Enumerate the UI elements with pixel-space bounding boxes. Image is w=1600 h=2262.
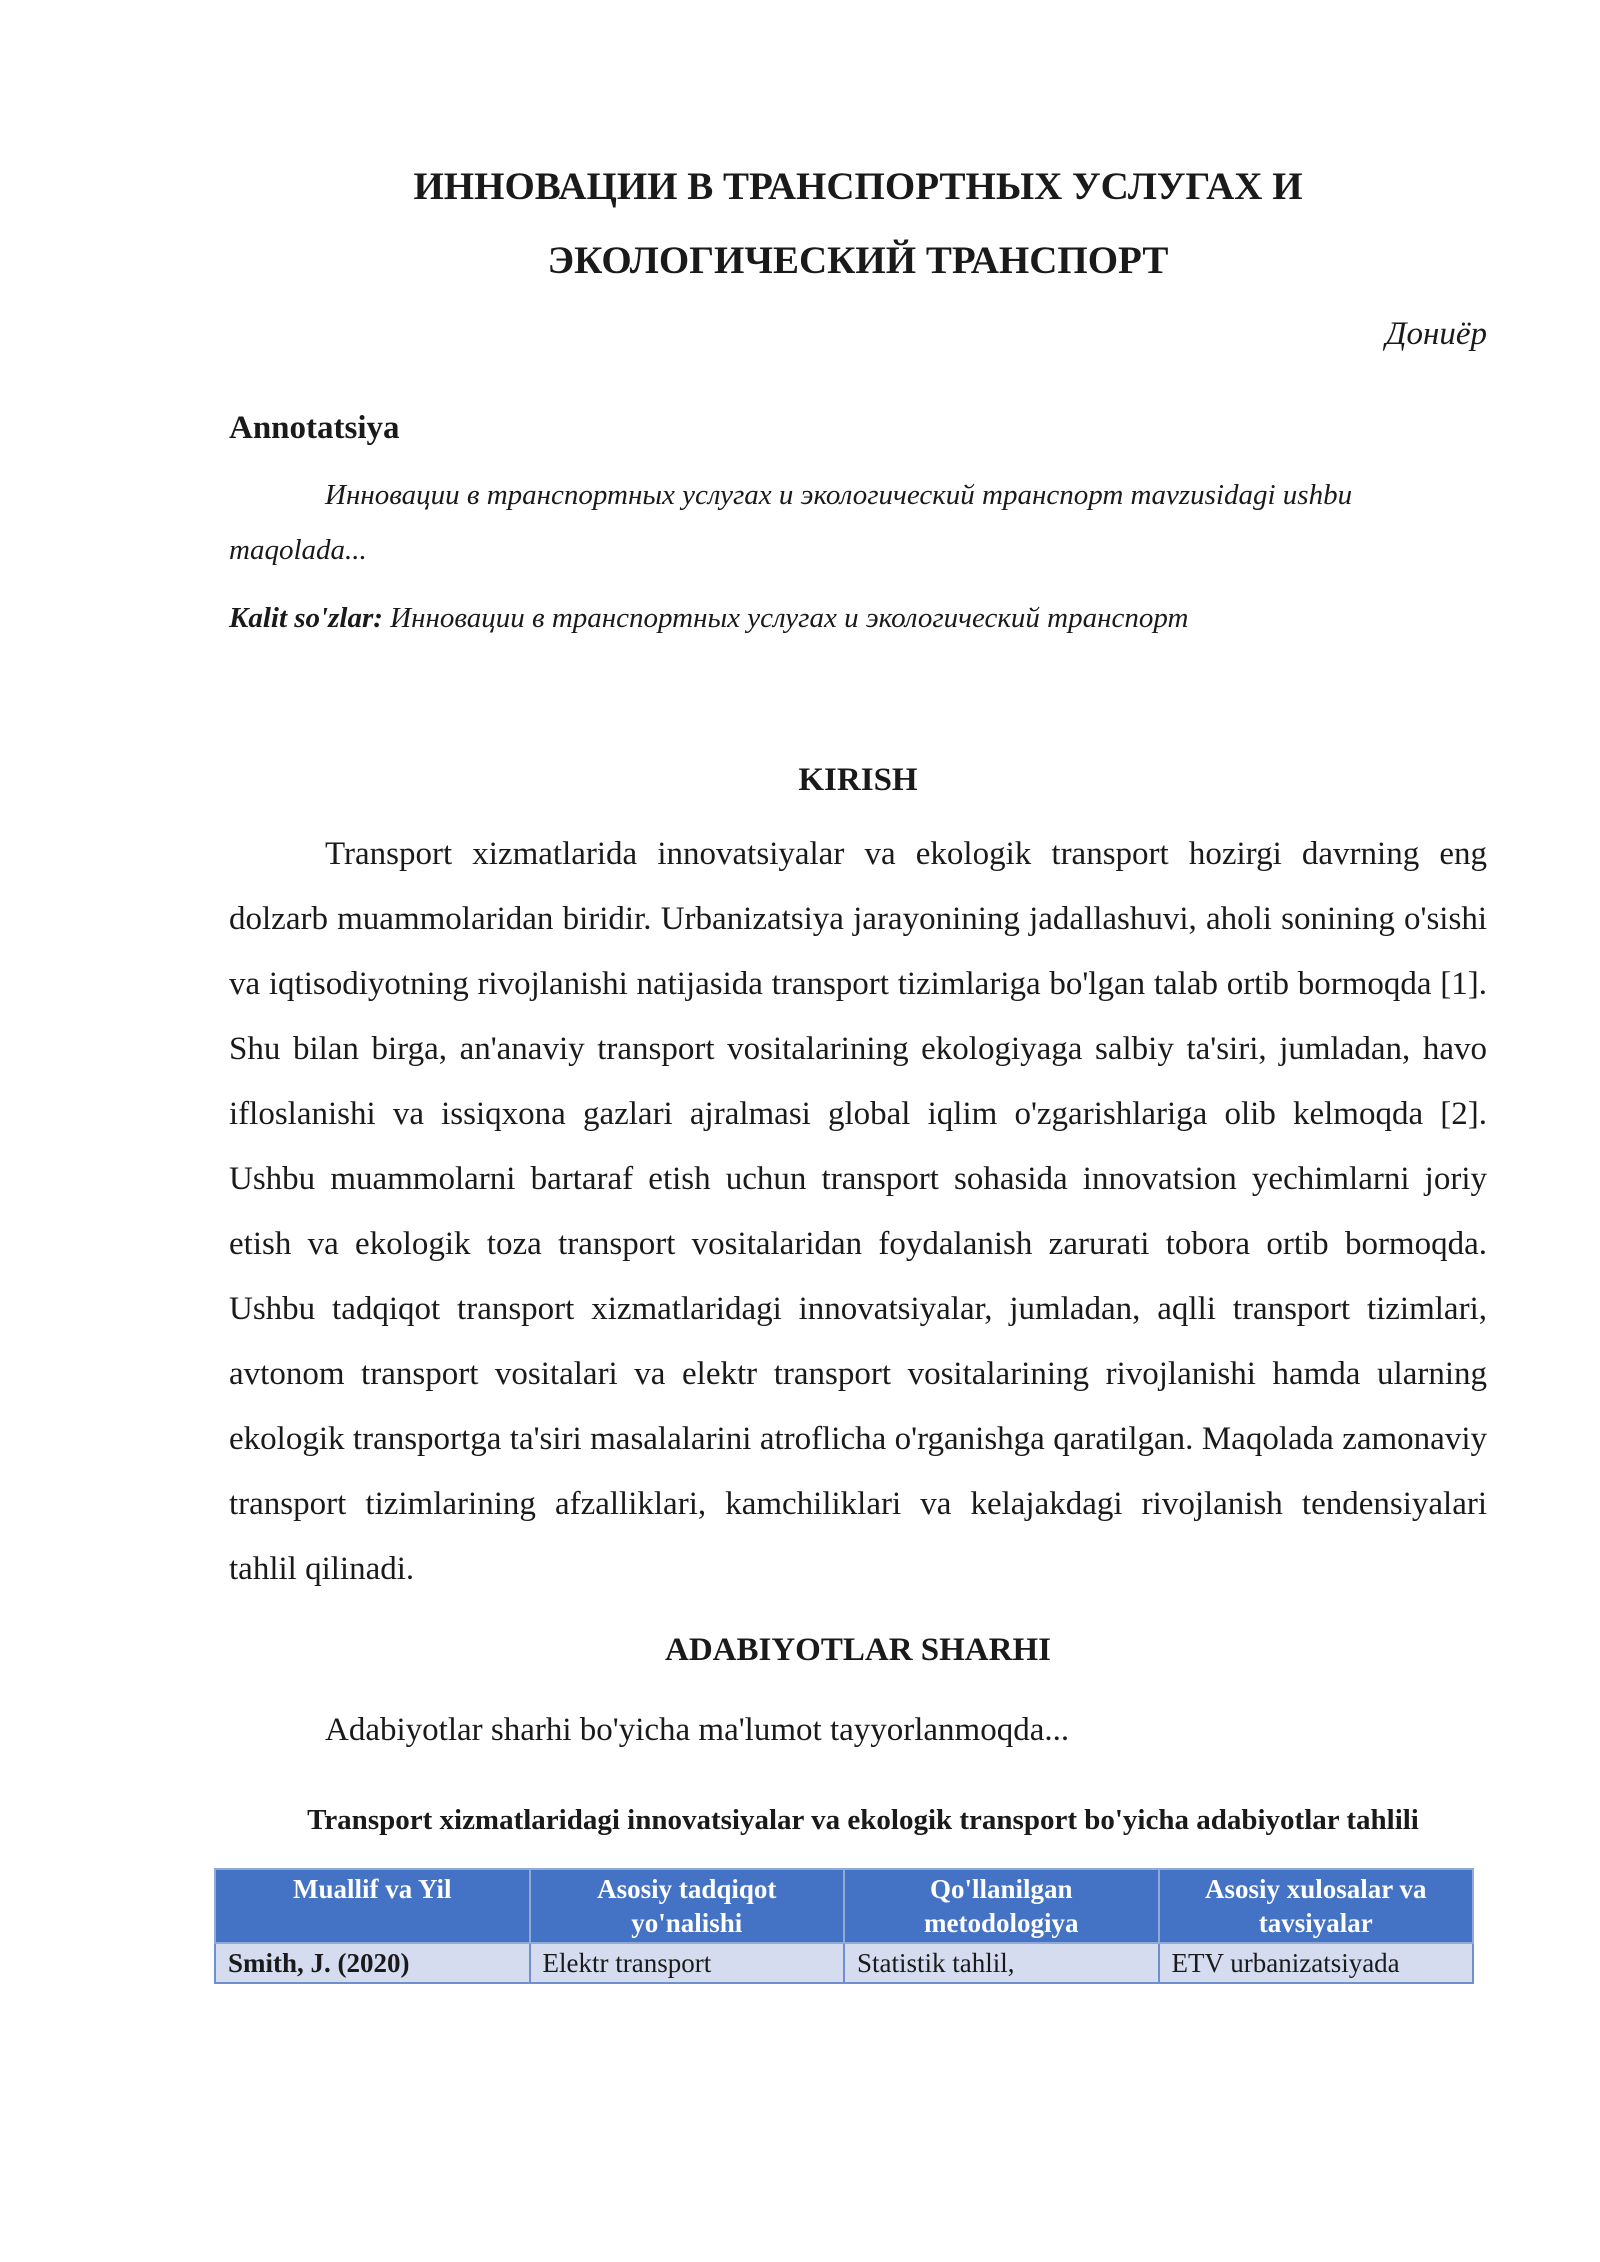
table-cell: Statistik tahlil, — [844, 1943, 1159, 1983]
keywords-text: Инновации в транспортных услугах и экологический транспорт — [390, 602, 1189, 634]
intro-heading: KIRISH — [798, 762, 918, 798]
annotation-heading: Annotatsiya — [229, 410, 400, 446]
table-header-cell: Muallif va Yil — [215, 1869, 530, 1943]
paper-title — [229, 150, 1487, 298]
document-page — [229, 150, 1487, 1984]
keywords-label: Kalit so'zlar: — [229, 602, 383, 634]
title-line-2: ЭКОЛОГИЧЕСКИЙ ТРАНСПОРТ — [547, 239, 1169, 282]
table-header-row — [215, 1869, 1473, 1943]
author-name: Дониёр — [1385, 316, 1487, 352]
table-header-cell: Qo'llanilgan metodologiya — [844, 1869, 1159, 1943]
table-cell: Elektr transport — [530, 1943, 845, 1983]
table-cell: Smith, J. (2020) — [215, 1943, 530, 1983]
table-header-cell: Asosiy tadqiqot yo'nalishi — [530, 1869, 845, 1943]
table-row — [215, 1943, 1473, 1983]
title-line-1: ИННОВАЦИИ В ТРАНСПОРТНЫХ УСЛУГАХ И — [413, 165, 1303, 208]
intro-paragraph: Transport xizmatlarida innovatsiyalar va ekologik transport hozirgi davrning eng dolzarb muammolaridan biridir. Urbanizatsiya jarayonining jadallashuvi, aholi sonining o'sishi va iqtisodiyotning rivojlanishi natijasida transport tizimlariga bo'lgan talab ortib bormoqda [1]. Shu bilan birga, an'anaviy transport vositalarining ekologiyaga salbiy ta'siri, jumladan, havo ifloslanishi va issiqxona gazlari ajralmasi global iqlim o'zgarishlariga olib kelmoqda [2]. Ushbu muammolarni bartaraf etish uchun transport sohasida innovatsion yechimlarni joriy etish va ekologik toza transport vositalaridan foydalanish zarurati tobora ortib bormoqda. Ushbu tadqiqot transport xizmatlaridagi innovatsiyalar, jumladan, aqlli transport tizimlari, avtonom transport vositalari va elektr transport vositalarining rivojlanishi hamda ularning ekologik transportga ta'siri masalalarini atroflicha o'rganishga qaratilgan. Maqolada zamonaviy transport tizimlarining afzalliklari, kamchiliklari va kelajakdagi rivojlanish tendensiyalari tahlil qilinadi. — [229, 836, 1487, 1587]
table-header-cell: Asosiy xulosalar va tavsiyalar — [1159, 1869, 1474, 1943]
table-cell: ETV urbanizatsiyada — [1159, 1943, 1474, 1983]
table-caption: Transport xizmatlaridagi innovatsiyalar va ekologik transport bo'yicha adabiyotlar tahlili — [307, 1804, 1419, 1836]
annotation-text: Инновации в транспортных услугах и экологический транспорт mavzusidagi ushbu maqolada... — [229, 479, 1353, 566]
literature-table — [214, 1868, 1474, 1984]
keywords-line — [229, 596, 1487, 640]
literature-heading: ADABIYOTLAR SHARHI — [665, 1632, 1051, 1668]
literature-paragraph: Adabiyotlar sharhi bo'yicha ma'lumot tayyorlanmoqda... — [325, 1712, 1070, 1748]
